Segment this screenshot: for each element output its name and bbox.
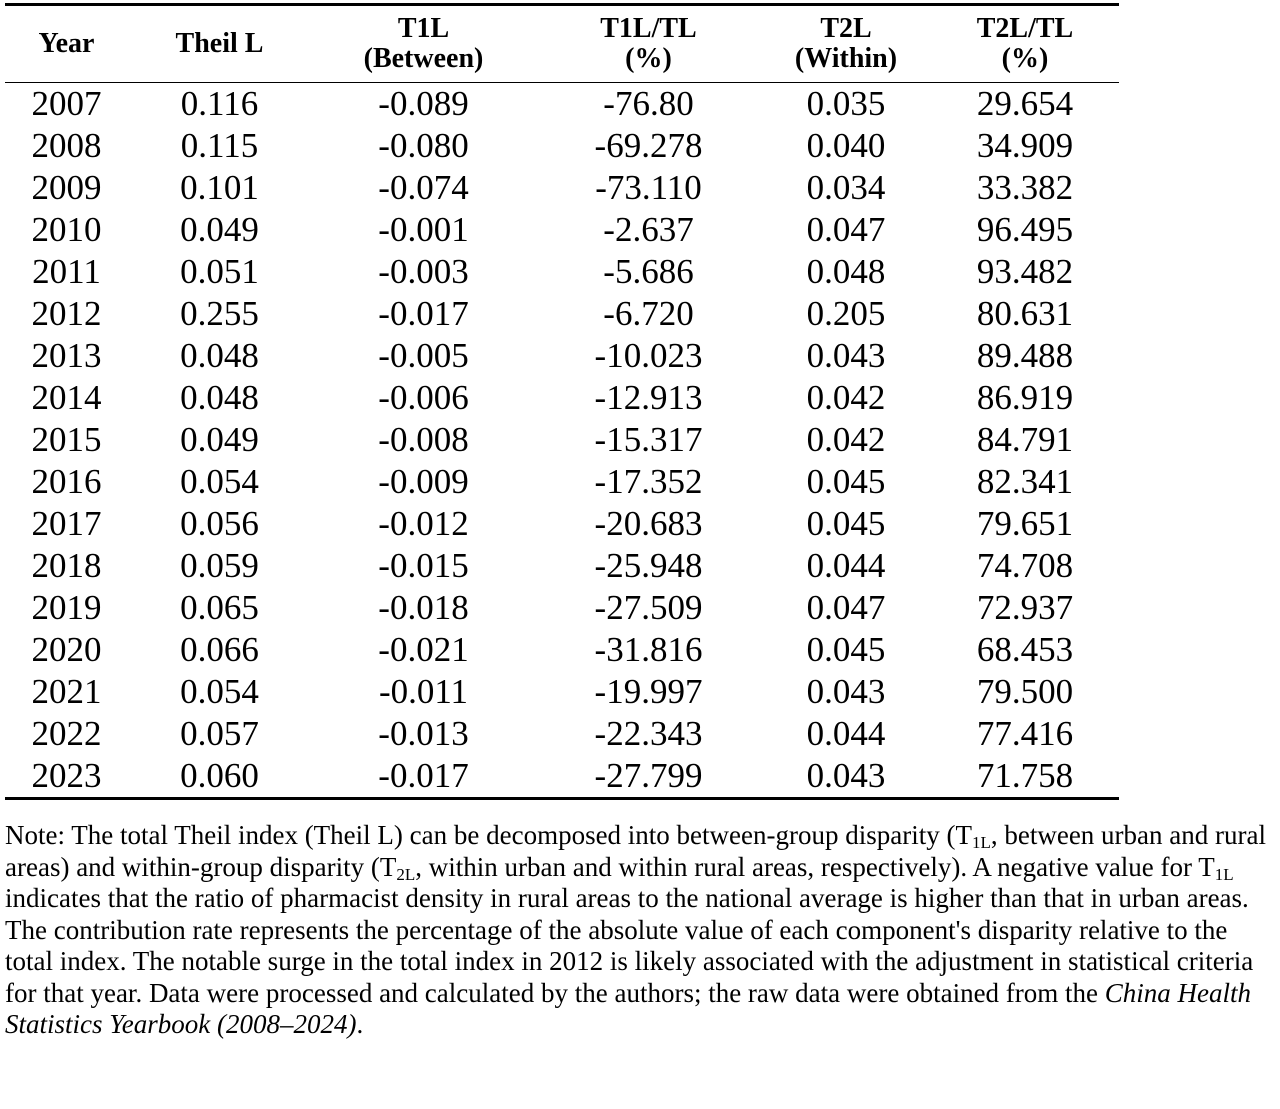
- table-cell: 0.049: [180, 210, 259, 249]
- column-header: [931, 6, 1119, 83]
- table-cell: -73.110: [595, 168, 702, 207]
- table-cell: -0.009: [378, 462, 469, 501]
- table-cell: -25.948: [594, 546, 703, 585]
- table-cell: 68.453: [976, 630, 1074, 669]
- column-header-line2: (%): [1001, 43, 1049, 74]
- table-row: [5, 209, 1119, 251]
- column-header: [128, 6, 311, 83]
- table-row: [5, 503, 1119, 545]
- table-header-row: [5, 6, 1119, 83]
- table-cell: 2015: [31, 420, 102, 459]
- note-text-1: Note: The total Theil index (Theil L) can be decomposed into between-group disparity (T: [5, 820, 972, 850]
- table-cell: 2021: [31, 672, 102, 711]
- table-cell: 86.919: [976, 378, 1074, 417]
- column-header-line1: T2L/TL: [976, 13, 1074, 44]
- table-cell: 0.045: [806, 462, 886, 501]
- table-row: [5, 335, 1119, 377]
- column-header: [761, 6, 931, 83]
- table-cell: 79.651: [976, 504, 1074, 543]
- table-cell: 29.654: [976, 84, 1074, 123]
- table-cell: 0.049: [180, 420, 259, 459]
- table-cell: 0.034: [806, 168, 886, 207]
- column-header-line1: Year: [38, 28, 95, 59]
- table-cell: 2008: [31, 126, 102, 165]
- table-row: [5, 713, 1119, 755]
- table-cell: 0.044: [806, 546, 886, 585]
- table-body: [5, 83, 1119, 798]
- note-text-2: , between urban and rural areas) and within-group disparity (T: [5, 820, 1266, 882]
- table-cell: -31.816: [594, 630, 703, 669]
- table-cell: 0.056: [180, 504, 259, 543]
- table-cell: 0.057: [180, 714, 259, 753]
- table-row: [5, 251, 1119, 293]
- note-text-4: indicates that the ratio of pharmacist density in rural areas to the national average is higher than that in urban areas. The contribution rate represents the percentage of the absolute value of each component's disparity relative to the total index. The notable surge in the total index in 2012 is likely associated with the adjustment in statistical criteria for that year. Data were processed and calculated by the authors; the raw data were obtained from the: [5, 883, 1254, 1008]
- table-cell: -5.686: [603, 252, 694, 291]
- table-cell: 77.416: [976, 714, 1074, 753]
- table-cell: 0.045: [806, 630, 886, 669]
- table-cell: -0.013: [378, 714, 469, 753]
- table-cell: 0.116: [180, 84, 259, 123]
- table-cell: -0.005: [378, 336, 469, 375]
- table-cell: -0.018: [378, 588, 469, 627]
- table-cell: -15.317: [594, 420, 703, 459]
- table-cell: 2011: [32, 252, 101, 291]
- table-cell: -0.017: [378, 294, 469, 333]
- column-header: [311, 6, 536, 83]
- table-row: [5, 125, 1119, 167]
- note-source-title: China Health Statistics Yearbook (2008–2024): [5, 977, 1252, 1039]
- column-header-line1: T1L: [397, 13, 450, 44]
- column-header: [536, 6, 761, 83]
- table-note: [5, 820, 1280, 1041]
- note-subscript-1: 1L: [971, 833, 991, 852]
- table-row: [5, 629, 1119, 671]
- table-cell: 0.048: [806, 252, 886, 291]
- results-table-container: [5, 3, 1119, 800]
- table-cell: 2013: [31, 336, 102, 375]
- table-cell: -6.720: [603, 294, 694, 333]
- table-cell: -19.997: [594, 672, 703, 711]
- table-cell: 0.042: [806, 378, 886, 417]
- table-cell: 2007: [31, 84, 102, 123]
- table-cell: 71.758: [976, 756, 1074, 795]
- table-cell: 0.043: [806, 756, 886, 795]
- table-cell: -0.080: [378, 126, 469, 165]
- table-cell: -10.023: [594, 336, 703, 375]
- table-cell: 0.040: [806, 126, 886, 165]
- table-cell: -0.008: [378, 420, 469, 459]
- table-cell: 0.048: [180, 378, 259, 417]
- note-text-3: , within urban and within rural areas, respectively). A negative value for T: [415, 851, 1215, 882]
- table-header: [5, 6, 1119, 83]
- note-end: .: [356, 1009, 364, 1039]
- table-cell: 0.045: [806, 504, 886, 543]
- table-cell: 2009: [31, 168, 102, 207]
- table-row: [5, 83, 1119, 126]
- table-cell: 0.065: [180, 588, 259, 627]
- column-header-line2: (Between): [363, 43, 484, 74]
- table-cell: 2019: [31, 588, 102, 627]
- table-cell: -17.352: [594, 462, 703, 501]
- table-cell: 93.482: [976, 252, 1074, 291]
- table-cell: -0.017: [378, 756, 469, 795]
- table-cell: -0.003: [378, 252, 469, 291]
- table-cell: -0.021: [378, 630, 469, 669]
- table-cell: 0.255: [180, 294, 259, 333]
- column-header: [5, 6, 128, 83]
- table-cell: -0.001: [378, 210, 469, 249]
- table-cell: 89.488: [976, 336, 1074, 375]
- table-cell: -27.799: [594, 756, 703, 795]
- table-cell: 72.937: [976, 588, 1074, 627]
- column-header-line2: (Within): [794, 43, 898, 74]
- table-cell: -0.089: [378, 84, 469, 123]
- table-cell: 0.042: [806, 420, 886, 459]
- table-cell: -0.006: [378, 378, 469, 417]
- table-row: [5, 377, 1119, 419]
- table-cell: 0.048: [180, 336, 259, 375]
- table-cell: 0.047: [806, 210, 886, 249]
- table-cell: 0.066: [180, 630, 259, 669]
- column-header-line1: Theil L: [175, 28, 264, 59]
- table-row: [5, 419, 1119, 461]
- table-cell: -2.637: [603, 210, 694, 249]
- table-cell: 0.043: [806, 336, 886, 375]
- table-cell: 33.382: [976, 168, 1074, 207]
- table-cell: -12.913: [594, 378, 703, 417]
- table-cell: 2016: [31, 462, 102, 501]
- table-cell: 0.054: [180, 672, 259, 711]
- table-row: [5, 587, 1119, 629]
- table-cell: 74.708: [976, 546, 1074, 585]
- table-cell: -27.509: [594, 588, 703, 627]
- table-cell: -0.074: [378, 168, 469, 207]
- column-header-line1: T1L/TL: [600, 13, 697, 44]
- table-row: [5, 755, 1119, 797]
- table-cell: 2012: [31, 294, 102, 333]
- table-cell: 0.060: [180, 756, 259, 795]
- table-cell: 2023: [31, 756, 102, 795]
- note-subscript-2: 2L: [396, 864, 416, 884]
- table-cell: 0.205: [806, 294, 886, 333]
- theil-decomposition-table: [5, 6, 1119, 797]
- table-cell: -22.343: [594, 714, 703, 753]
- table-row: [5, 461, 1119, 503]
- table-cell: 0.044: [806, 714, 886, 753]
- table-cell: 2022: [31, 714, 102, 753]
- table-cell: 80.631: [976, 294, 1074, 333]
- table-cell: 0.051: [180, 252, 259, 291]
- table-cell: 2020: [31, 630, 102, 669]
- table-cell: 0.043: [806, 672, 886, 711]
- table-cell: 2017: [31, 504, 102, 543]
- table-row: [5, 545, 1119, 587]
- table-cell: -0.011: [378, 672, 469, 711]
- table-cell: -76.80: [603, 84, 694, 123]
- column-header-line1: T2L: [820, 13, 872, 44]
- table-cell: 0.047: [806, 588, 886, 627]
- table-cell: 2014: [31, 378, 102, 417]
- table-cell: -20.683: [594, 504, 703, 543]
- table-cell: 0.059: [180, 546, 259, 585]
- table-cell: -69.278: [594, 126, 703, 165]
- table-bottom-rule: [5, 797, 1119, 800]
- table-cell: 84.791: [976, 420, 1074, 459]
- table-cell: 0.035: [806, 84, 886, 123]
- table-cell: 0.115: [180, 126, 259, 165]
- table-row: [5, 167, 1119, 209]
- column-header-line2: (%): [625, 43, 672, 74]
- table-cell: 2010: [31, 210, 102, 249]
- table-cell: -0.012: [378, 504, 469, 543]
- table-cell: 0.101: [180, 168, 259, 207]
- table-cell: 96.495: [976, 210, 1074, 249]
- table-cell: 34.909: [976, 126, 1074, 165]
- table-row: [5, 293, 1119, 335]
- table-cell: 2018: [31, 546, 102, 585]
- table-row: [5, 671, 1119, 713]
- table-cell: 79.500: [976, 672, 1074, 711]
- note-subscript-3: 1L: [1214, 864, 1234, 884]
- table-cell: 0.054: [180, 462, 259, 501]
- table-cell: 82.341: [976, 462, 1074, 501]
- table-cell: -0.015: [378, 546, 469, 585]
